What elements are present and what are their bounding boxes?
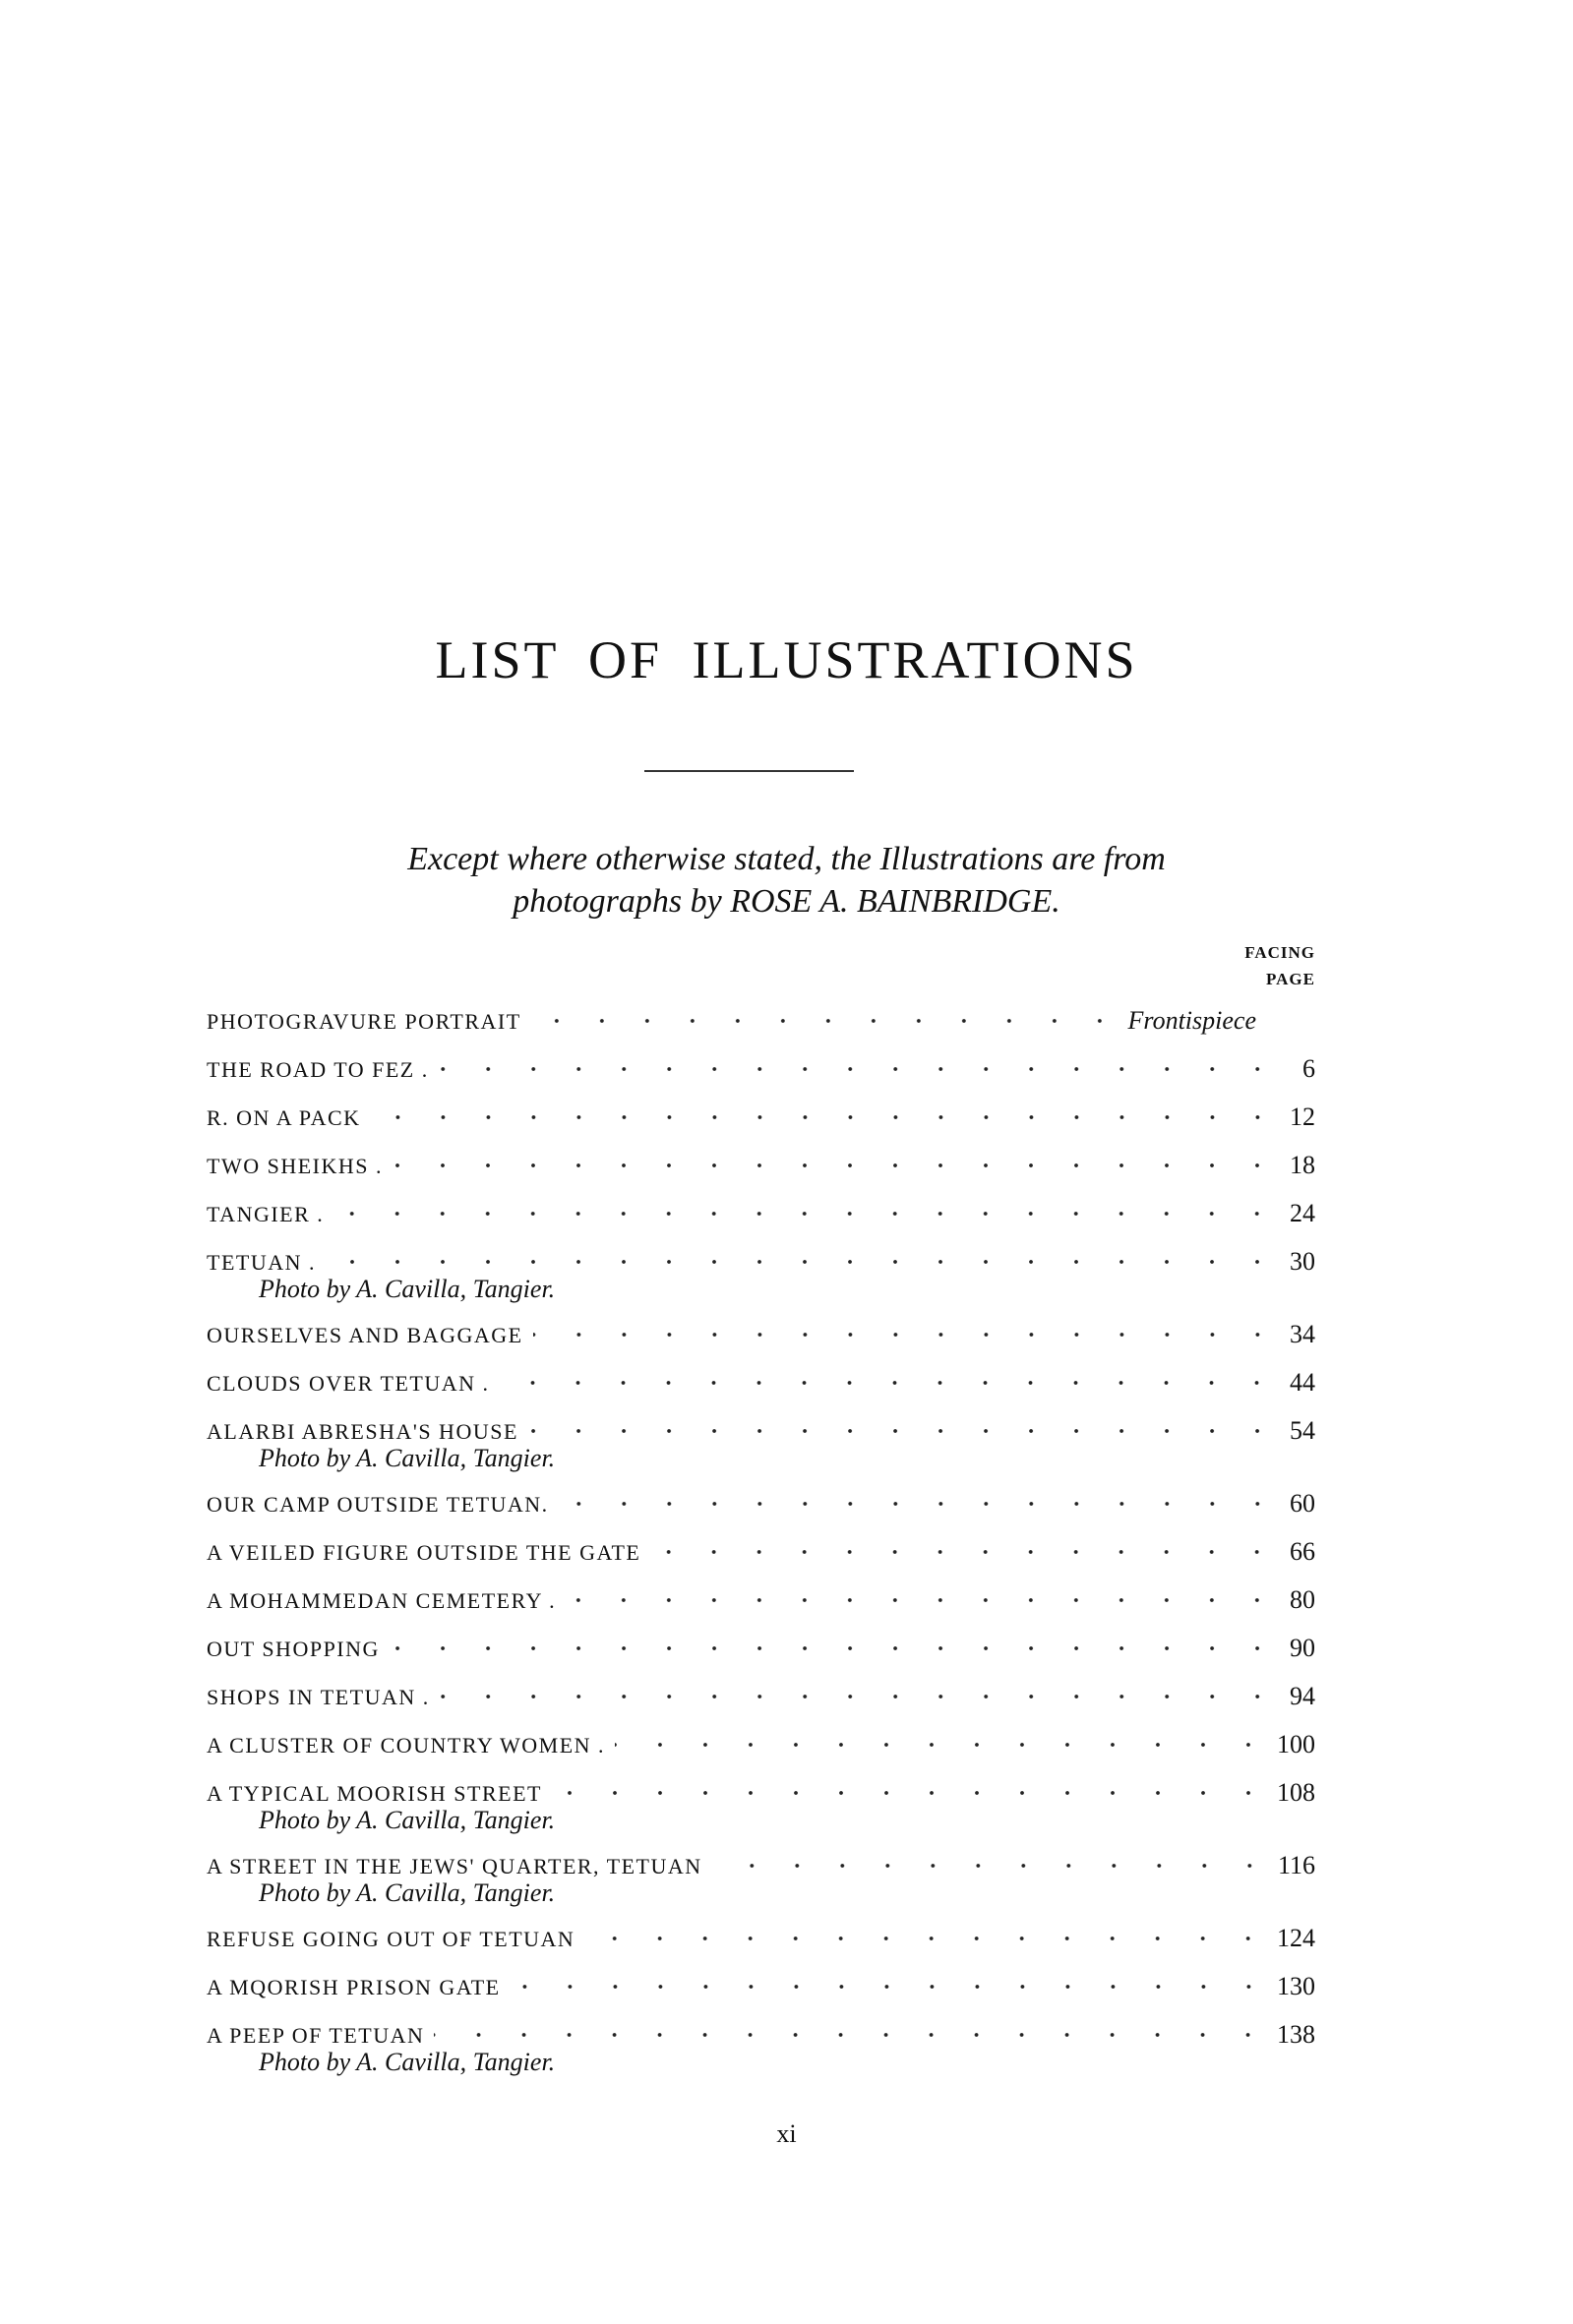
- dot-leader: [584, 1932, 1271, 1945]
- entry-page: 18: [1290, 1151, 1315, 1179]
- list-item: [207, 1189, 1315, 1237]
- list-item: [207, 1624, 1315, 1672]
- entry-label: ALARBI ABRESHA'S HOUSE: [207, 1419, 518, 1444]
- dot-leader: [511, 1980, 1271, 1994]
- photo-credit: Photo by A. Cavilla, Tangier.: [259, 1878, 556, 1907]
- entry-line: [207, 996, 1315, 1044]
- entry-page: Frontispiece: [1127, 1006, 1256, 1035]
- dot-leader: [333, 1207, 1280, 1221]
- list-item: [207, 1479, 1315, 1527]
- subtitle-line-1: Except where otherwise stated, the Illustrations are from: [407, 841, 1166, 877]
- entry-page: 24: [1290, 1199, 1315, 1227]
- entry-page: 12: [1290, 1102, 1315, 1131]
- entry-label: TETUAN .: [207, 1250, 316, 1275]
- entry-label: SHOPS IN TETUAN .: [207, 1685, 430, 1709]
- photo-credit: Photo by A. Cavilla, Tangier.: [259, 1275, 556, 1303]
- entry-line: [207, 1720, 1315, 1768]
- list-item: [207, 1720, 1315, 1768]
- entry-page: 54: [1290, 1416, 1315, 1445]
- list-item: [207, 1406, 1315, 1479]
- subtitle: [0, 838, 1573, 923]
- entry-line: [207, 1576, 1315, 1624]
- dot-leader: [531, 1014, 1122, 1028]
- entry-line: [207, 1141, 1315, 1189]
- entry-line: [207, 1962, 1315, 2010]
- dot-leader: [533, 1328, 1280, 1341]
- entry-label: R. ON A PACK: [207, 1105, 361, 1130]
- list-item: [207, 1768, 1315, 1841]
- entry-page: 116: [1277, 1851, 1315, 1879]
- list-item: [207, 996, 1315, 1044]
- entry-line: [207, 1527, 1315, 1576]
- dot-leader: [528, 1424, 1280, 1438]
- entry-page: 80: [1290, 1585, 1315, 1614]
- entry-label: A TYPICAL MOORISH STREET: [207, 1781, 542, 1806]
- entry-line: [207, 1093, 1315, 1141]
- entry-label: PHOTOGRAVURE PORTRAIT: [207, 1009, 521, 1034]
- entry-page: 34: [1290, 1320, 1315, 1348]
- entry-label: A STREET IN THE JEWS' QUARTER, TETUAN: [207, 1854, 702, 1878]
- list-item: [207, 1672, 1315, 1720]
- entry-label: A PEEP OF TETUAN: [207, 2023, 425, 2048]
- entry-label: OUR CAMP OUTSIDE TETUAN.: [207, 1492, 549, 1517]
- dot-leader: [499, 1376, 1280, 1390]
- entry-page: 130: [1277, 1972, 1315, 2000]
- entry-label: A MQORISH PRISON GATE: [207, 1975, 501, 1999]
- entry-label: A CLUSTER OF COUNTRY WOMEN .: [207, 1733, 606, 1758]
- entry-page: 66: [1290, 1537, 1315, 1566]
- entry-label: CLOUDS OVER TETUAN .: [207, 1371, 490, 1396]
- entry-page: 108: [1277, 1778, 1315, 1807]
- entry-label: TANGIER .: [207, 1202, 325, 1226]
- column-header-line-1: FACING: [1244, 943, 1315, 962]
- list-item: [207, 1237, 1315, 1310]
- list-item: [207, 1841, 1315, 1914]
- dot-leader: [326, 1255, 1280, 1269]
- list-item: [207, 1358, 1315, 1406]
- entry-label: OUT SHOPPING: [207, 1637, 380, 1661]
- entry-line: [207, 1914, 1315, 1962]
- page-title: LIST OF ILLUSTRATIONS: [435, 630, 1138, 689]
- entry-page: 138: [1277, 2020, 1315, 2049]
- dot-leader: [371, 1110, 1280, 1124]
- title-divider: [644, 770, 854, 772]
- illustrations-list: [207, 996, 1315, 2083]
- list-item: [207, 1576, 1315, 1624]
- entry-page: 30: [1290, 1247, 1315, 1276]
- dot-leader: [390, 1641, 1280, 1655]
- column-header: [1161, 939, 1315, 992]
- dot-leader: [393, 1159, 1280, 1172]
- list-item: [207, 1093, 1315, 1141]
- entry-page: 44: [1290, 1368, 1315, 1397]
- list-item: [207, 1914, 1315, 1962]
- list-item: [207, 1527, 1315, 1576]
- list-item: [207, 2010, 1315, 2083]
- entry-label: OURSELVES AND BAGGAGE: [207, 1323, 523, 1347]
- dot-leader: [615, 1738, 1271, 1752]
- entry-page: 6: [1302, 1054, 1315, 1083]
- dot-leader: [712, 1859, 1272, 1873]
- entry-page: 90: [1290, 1634, 1315, 1662]
- dot-leader: [650, 1545, 1280, 1559]
- entry-page: 60: [1290, 1489, 1315, 1518]
- entry-label: THE ROAD TO FEZ .: [207, 1057, 429, 1082]
- entry-line: [207, 1358, 1315, 1406]
- list-item: [207, 1962, 1315, 2010]
- entry-label: TWO SHEIKHS .: [207, 1154, 383, 1178]
- entry-label: A MOHAMMEDAN CEMETERY .: [207, 1588, 557, 1613]
- photo-credit: Photo by A. Cavilla, Tangier.: [259, 1806, 556, 1834]
- list-item: [207, 1044, 1315, 1093]
- dot-leader: [559, 1497, 1280, 1511]
- entry-line: [207, 1044, 1315, 1093]
- entry-label: A VEILED FIGURE OUTSIDE THE GATE: [207, 1540, 641, 1565]
- photo-credit: Photo by A. Cavilla, Tangier.: [259, 2048, 556, 2076]
- entry-line: [207, 1624, 1315, 1672]
- entry-page: 124: [1277, 1924, 1315, 1952]
- column-header-line-2: PAGE: [1266, 970, 1315, 988]
- entry-line: [207, 1672, 1315, 1720]
- page-number: xi: [776, 2119, 797, 2148]
- dot-leader: [552, 1786, 1271, 1800]
- dot-leader: [566, 1593, 1280, 1607]
- dot-leader: [434, 2028, 1271, 2042]
- entry-line: [207, 1310, 1315, 1358]
- entry-line: [207, 1189, 1315, 1237]
- list-item: [207, 1141, 1315, 1189]
- photo-credit: Photo by A. Cavilla, Tangier.: [259, 1444, 556, 1472]
- entry-label: REFUSE GOING OUT OF TETUAN: [207, 1927, 575, 1951]
- dot-leader: [440, 1690, 1280, 1703]
- entry-page: 100: [1277, 1730, 1315, 1758]
- list-item: [207, 1310, 1315, 1358]
- entry-page: 94: [1290, 1682, 1315, 1710]
- dot-leader: [439, 1062, 1280, 1076]
- subtitle-line-2: photographs by ROSE A. BAINBRIDGE.: [513, 883, 1060, 920]
- entry-line: [207, 1479, 1315, 1527]
